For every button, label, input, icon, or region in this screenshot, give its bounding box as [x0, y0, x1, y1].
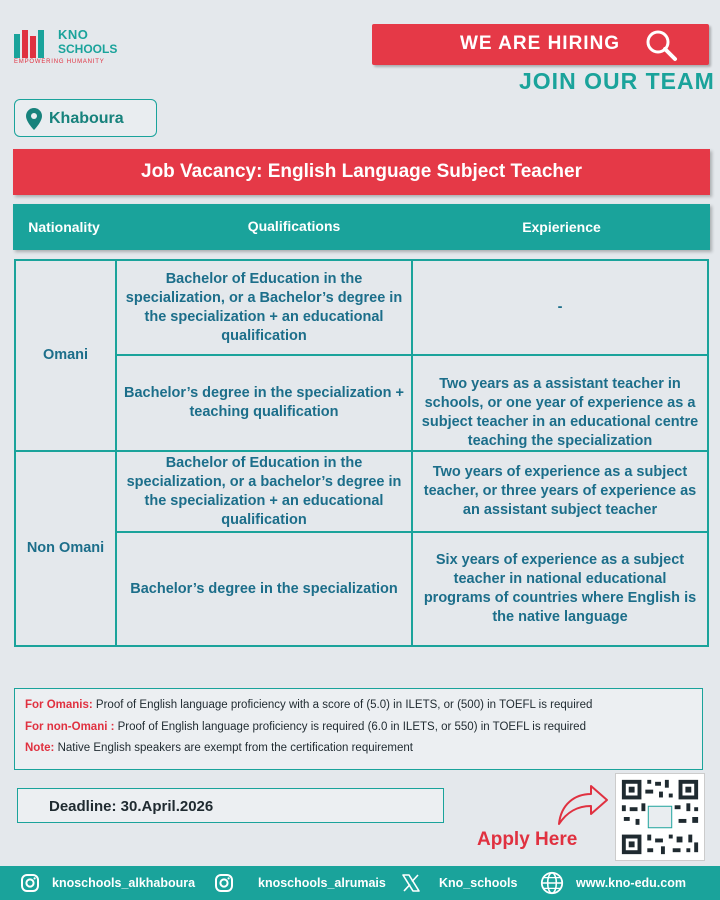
header-experience: Expierience: [522, 219, 601, 235]
x-logo-icon: [401, 873, 421, 893]
search-icon: [643, 27, 679, 63]
note-omanis: For Omanis: Proof of English language proficiency with a score of (5.0) in ILETS, or (500) in TOEFL is required: [25, 699, 593, 711]
instagram-icon: [20, 873, 40, 893]
header-qualifications: Qualifications: [247, 218, 341, 234]
table-cell-qualification: Bachelor’s degree in the specialization: [130, 580, 398, 597]
globe-icon: [540, 871, 564, 895]
kno-schools-logo: [14, 26, 134, 72]
job-vacancy-banner: [13, 149, 710, 195]
logo-mark-icon: [14, 28, 54, 58]
apply-here-link[interactable]: Apply Here: [477, 829, 578, 850]
instagram-icon: [214, 873, 234, 893]
logo-text-schools: SCHOOLS: [58, 42, 118, 56]
table-cell-qualification: Bachelor of Education in the specialization, or a Bachelor’s degree in the specialization + an educational qualification: [125, 270, 403, 344]
footer-instagram-alkhaboura[interactable]: [20, 866, 195, 900]
hiring-banner-text: WE ARE HIRING: [460, 33, 621, 54]
requirements-notes: [14, 688, 703, 770]
hiring-banner: [372, 24, 709, 65]
table-cell-experience: Two years of experience as a subject teacher, or three years of experience as an assistant subject teacher: [423, 464, 697, 518]
footer-handle-alkhaboura: knoschools_alkhaboura: [52, 876, 196, 890]
table-cell-experience: Six years of experience as a subject teacher in national educational programs of countries where English is the native language: [423, 552, 697, 625]
table-cell-qualification: Bachelor’s degree in the specialization + teaching qualification: [123, 385, 405, 420]
nationality-omani: Omani: [42, 347, 89, 363]
deadline-text: Deadline: 30.April.2026: [49, 798, 214, 815]
location-label: Khaboura: [49, 110, 124, 127]
table-cell-experience: -: [557, 299, 563, 315]
footer-bar: [0, 866, 720, 900]
join-our-team-text: JOIN OUR TEAM: [519, 68, 715, 94]
logo-tagline: EMPOWERING HUMANITY: [14, 59, 105, 65]
job-vacancy-title: Job Vacancy: English Language Subject Teacher: [141, 161, 582, 182]
location-pin-icon: [26, 108, 42, 130]
note-native-speakers: Note: Native English speakers are exempt from the certification requirement: [25, 742, 413, 754]
footer-x-handle: Kno_schools: [439, 876, 518, 890]
nationality-non-omani: Non Omani: [26, 540, 105, 556]
footer-instagram-alrumais[interactable]: [214, 866, 386, 900]
header-nationality: Nationality: [28, 219, 100, 235]
table-header: [13, 204, 710, 250]
deadline-box: [17, 788, 444, 823]
location-badge: [14, 99, 157, 137]
note-non-omani: For non-Omani : Proof of English language proficiency is required (6.0 in ILETS, or 550) in TOEFL is required: [25, 721, 586, 733]
table-cell-experience: Two years as a assistant teacher in schools, or one year of experience as a subject teacher in an educational centre teaching the specialization: [421, 376, 699, 449]
footer-website: www.kno-edu.com: [576, 876, 686, 890]
qr-code-icon[interactable]: [615, 773, 705, 861]
table-cell-qualification: Bachelor of Education in the specialization, or a bachelor’s degree in the specialization + an educational qualification: [126, 454, 402, 528]
footer-website-link[interactable]: [540, 866, 686, 900]
logo-text-kno: KNO: [58, 27, 89, 42]
footer-x-account[interactable]: [401, 866, 518, 900]
footer-handle-alrumais: knoschools_alrumais: [258, 876, 386, 890]
curved-arrow-icon: [555, 782, 610, 827]
